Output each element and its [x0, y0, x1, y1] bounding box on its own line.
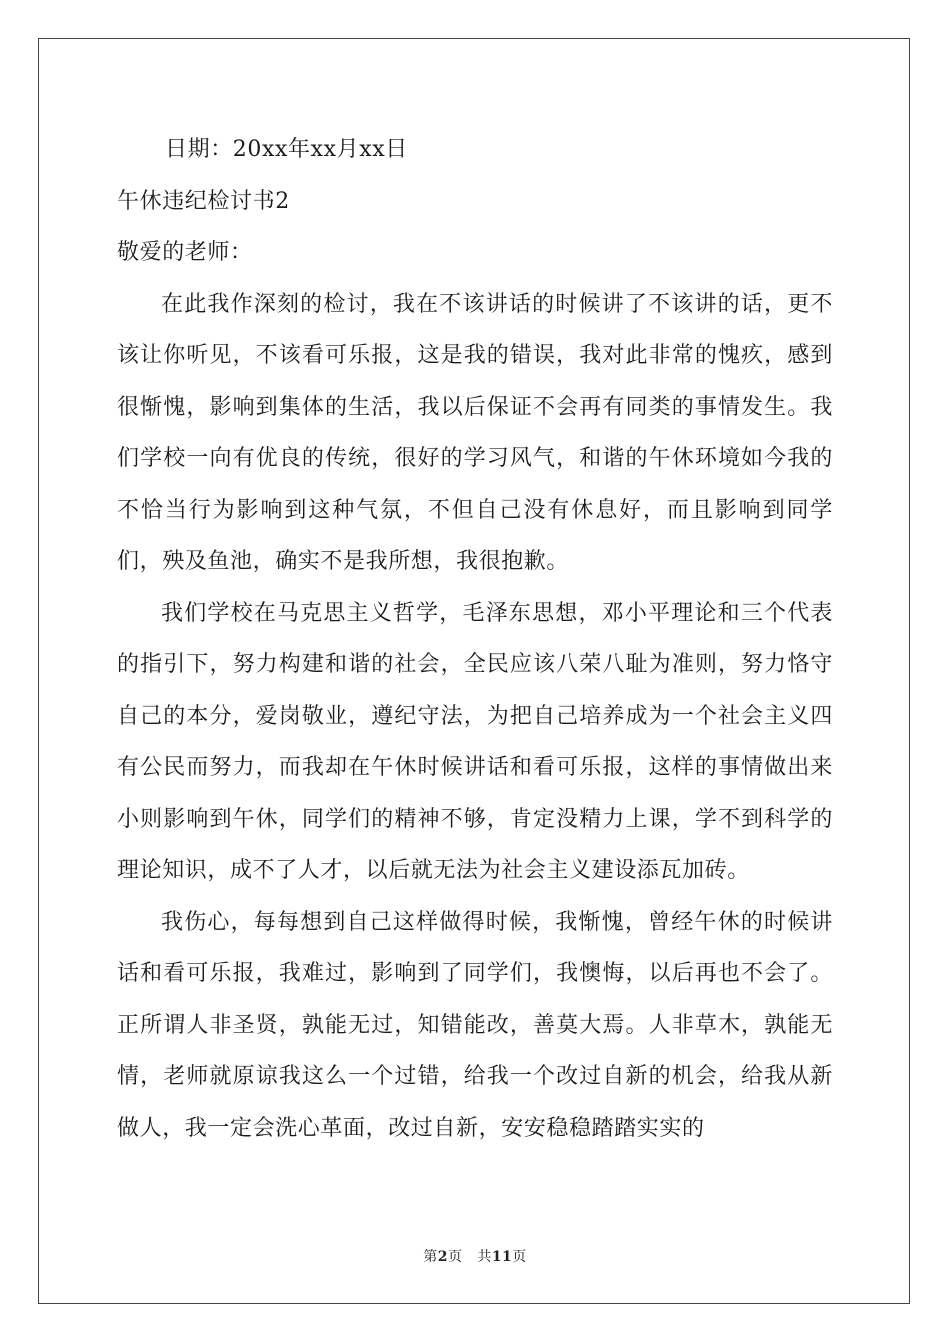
paragraph-2: 我们学校在马克思主义哲学，毛泽东思想，邓小平理论和三个代表的指引下，努力构建和谐的社会，全民应该八荣八耻为准则，努力恪守自己的本分，爱岗敬业，遵纪守法，为把自己培养成为一个社会主义四有公民而努力，而我却在午休时候讲话和看可乐报，这样的事情做出来小则影响到午休，同学们的精神不够，肯定没精力上课，学不到科学的理论知识，成不了人才，以后就无法为社会主义建设添瓦加砖。: [117, 600, 833, 883]
paragraph-3: 我伤心，每每想到自己这样做得时候，我惭愧，曾经午休的时候讲话和看可乐报，我难过，影响到了同学们，我懊悔，以后再也不会了。正所谓人非圣贤，孰能无过，知错能改，善莫大焉。人非草木，孰能无情，老师就原谅我这么一个过错，给我一个改过自新的机会，给我从新做人，我一定会洗心革面，改过自新，安安稳稳踏踏实实的: [117, 909, 833, 1141]
paragraph-1: 在此我作深刻的检讨，我在不该讲话的时候讲了不该讲的话，更不该让你听见，不该看可乐报，这是我的错误，我对此非常的愧疚，感到很惭愧，影响到集体的生活，我以后保证不会再有同类的事情发生。我们学校一向有优良的传统，很好的学习风气，和谐的午休环境如今我的不恰当行为影响到这种气氛，不但自己没有休息好，而且影响到同学们，殃及鱼池，确实不是我所想，我很抱歉。: [117, 291, 833, 574]
footer-page-current: 2: [437, 1249, 448, 1265]
footer-page-prefix: 第: [423, 1249, 438, 1265]
footer-page-total: 11: [491, 1249, 513, 1265]
footer-total-prefix: 共: [477, 1249, 492, 1265]
salutation: 敬爱的老师：: [117, 240, 253, 265]
document-body: [117, 124, 833, 1154]
page-footer: [0, 1246, 950, 1266]
date-line: 日期：20xx年xx月xx日: [165, 137, 408, 162]
footer-page-suffix: 页: [447, 1249, 463, 1265]
footer-total-suffix: 页: [512, 1249, 527, 1265]
document-title: 午休违纪检讨书2: [117, 188, 290, 214]
